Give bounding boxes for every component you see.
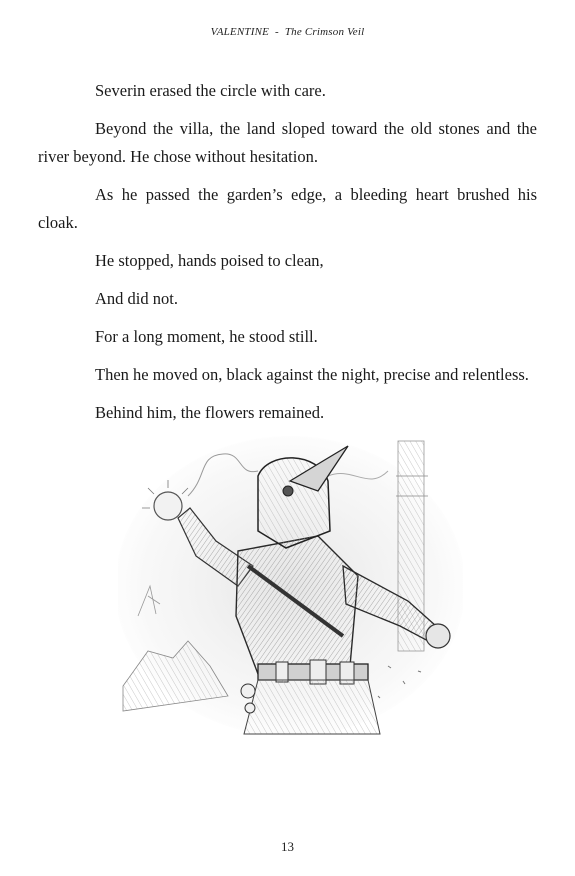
paragraph: As he passed the garden’s edge, a bleeding heart brushed his cloak. [38, 185, 537, 232]
plague-doctor-sketch-icon [118, 436, 463, 736]
paragraph: Behind him, the flowers remained. [95, 403, 325, 422]
paragraph: For a long moment, he stood still. [95, 327, 318, 346]
paragraph: And did not. [95, 289, 178, 308]
paragraph: He stopped, hands poised to clean, [95, 251, 324, 270]
page-number: 13 [281, 839, 294, 854]
paragraph: Then he moved on, black against the night, precise and relentless. [95, 365, 529, 384]
paragraph: Severin erased the circle with care. [95, 81, 326, 100]
body-text [38, 77, 537, 437]
header-title: VALENTINE [210, 26, 270, 38]
paragraph: Beyond the villa, the land sloped toward the old stones and the river beyond. He chose without hesitation. [38, 119, 537, 166]
running-header [0, 26, 575, 38]
header-separator: - [274, 26, 279, 38]
sketch-illustration [118, 436, 463, 736]
header-subtitle: The Crimson Veil [284, 26, 365, 38]
